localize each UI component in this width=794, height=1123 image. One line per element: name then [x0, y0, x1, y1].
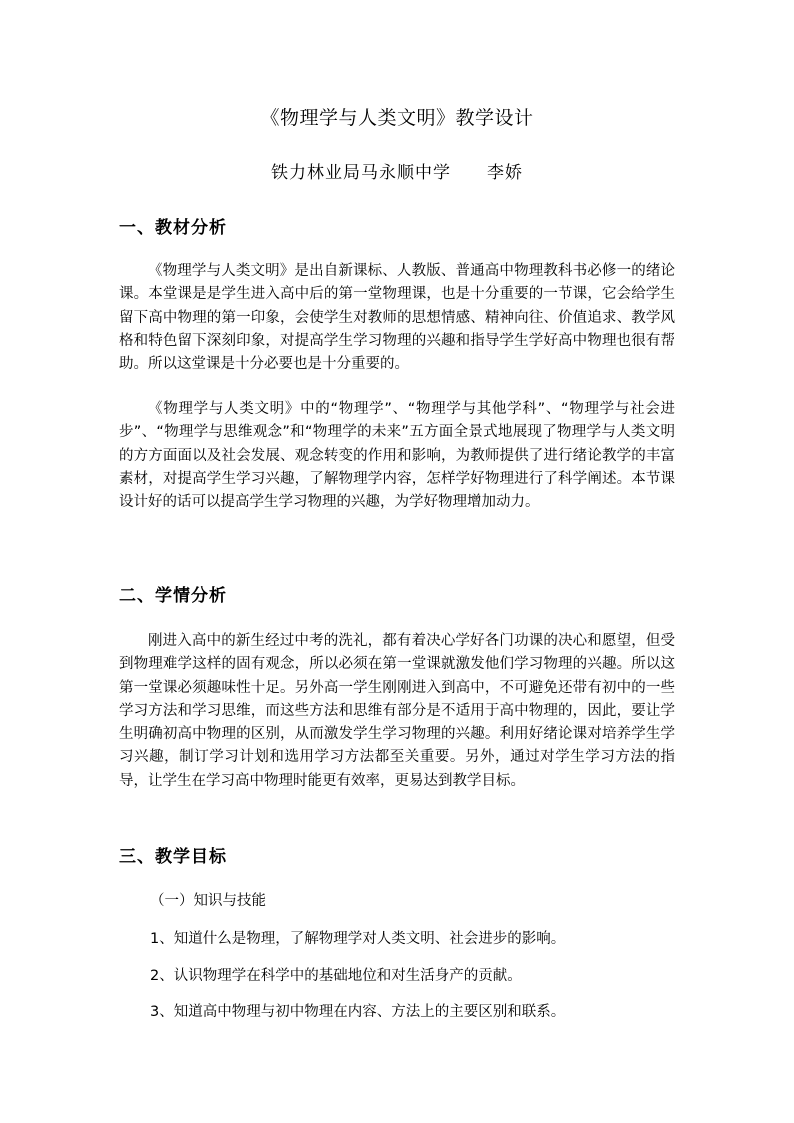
- section-heading-learner-analysis: 二、学情分析: [119, 586, 227, 606]
- objectives-subheading-knowledge-skills: （一）知识与技能: [150, 893, 266, 909]
- objective-item: 1、知道什么是物理，了解物理学对人类文明、社会进步的影响。: [150, 931, 566, 947]
- document-title: 《物理学与人类文明》教学设计: [260, 107, 534, 129]
- learner-analysis-paragraph: 刚进入高中的新生经过中考的洗礼，都有着决心学好各门功课的决心和愿望，但受到物理难学这样的固有观念，所以必须在第一堂课就激发他们学习物理的兴趣。所以这第一堂课必须趣味性十足。另外高一学生刚刚进入到高中，不可避免还带有初中的一些学习方法和学习思维，而这些方法和思维有部分是不适用于高中物理的，因此，要让学生明确初高中物理的区别，从而激发学生学习物理的兴趣。利用好绪论课对培养学生学习兴趣，制订学习计划和选用学习方法都至关重要。另外，通过对学生学习方法的指导，让学生在学习高中物理时能更有效率，更易达到教学目标。: [119, 633, 675, 789]
- objective-item: 2、认识物理学在科学中的基础地位和对生活身产的贡献。: [150, 968, 522, 984]
- objective-item: 3、知道高中物理与初中物理在内容、方法上的主要区别和联系。: [150, 1004, 566, 1020]
- section-heading-textbook-analysis: 一、教材分析: [119, 218, 227, 238]
- textbook-analysis-paragraph-2: 《物理学与人类文明》中的“物理学”、“物理学与其他学科”、“物理学与社会进步”、“物理学与思维观念”和“物理学的未来”五方面全景式地展现了物理学与人类文明的方方面面以及社会发展、观念转变的作用和影响，为教师提供了进行绪论教学的丰富素材，对提高学生学习兴趣，了解物理学内容，怎样学好物理进行了科学阐述。本节课设计好的话可以提高学生学习物理的兴趣，为学好物理增加动力。: [119, 401, 675, 511]
- section-heading-teaching-objectives: 三、教学目标: [119, 847, 227, 867]
- author-school: 铁力林业局马永顺中学: [271, 163, 451, 183]
- author-line: [0, 160, 794, 186]
- textbook-analysis-paragraph-1: 《物理学与人类文明》是出自新课标、人教版、普通高中物理教科书必修一的绪论课。本堂课是是学生进入高中后的第一堂物理课，也是十分重要的一节课，它会给学生留下高中物理的第一印象，会使学生对教师的思想情感、精神向往、价值追求、教学风格和特色留下深刻印象，对提高学生学习物理的兴趣和指导学生学好高中物理也很有帮助。所以这堂课是十分必要也是十分重要的。: [119, 263, 675, 373]
- author-name: 李娇: [487, 163, 523, 183]
